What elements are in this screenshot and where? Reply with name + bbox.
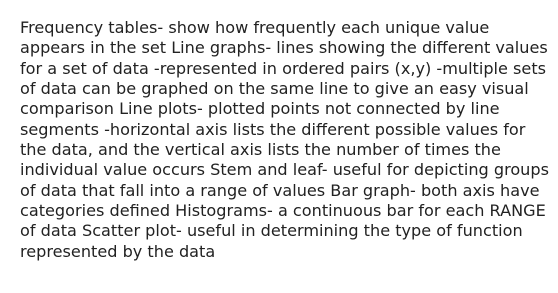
- text-line: comparison Line plots- plotted points not connected by line: [20, 99, 500, 119]
- text-passage: [20, 18, 549, 262]
- text-line: individual value occurs Stem and leaf- useful for depicting groups: [20, 160, 549, 180]
- text-line: of data that fall into a range of values Bar graph- both axis have: [20, 180, 540, 200]
- text-line: of data Scatter plot- useful in determining the type of function: [20, 221, 523, 241]
- text-line: appears in the set Line graphs- lines showing the different values: [20, 38, 548, 58]
- text-line: categories defined Histograms- a continuous bar for each RANGE: [20, 201, 546, 221]
- text-line: segments -horizontal axis lists the different possible values for: [20, 119, 526, 139]
- text-line: of data can be graphed on the same line to give an easy visual: [20, 79, 529, 99]
- text-line: the data, and the vertical axis lists the number of times the: [20, 140, 501, 160]
- text-line: for a set of data -represented in ordered pairs (x,y) -multiple sets: [20, 58, 547, 78]
- text-line: Frequency tables- show how frequently each unique value: [20, 18, 490, 37]
- text-line: represented by the data: [20, 241, 216, 261]
